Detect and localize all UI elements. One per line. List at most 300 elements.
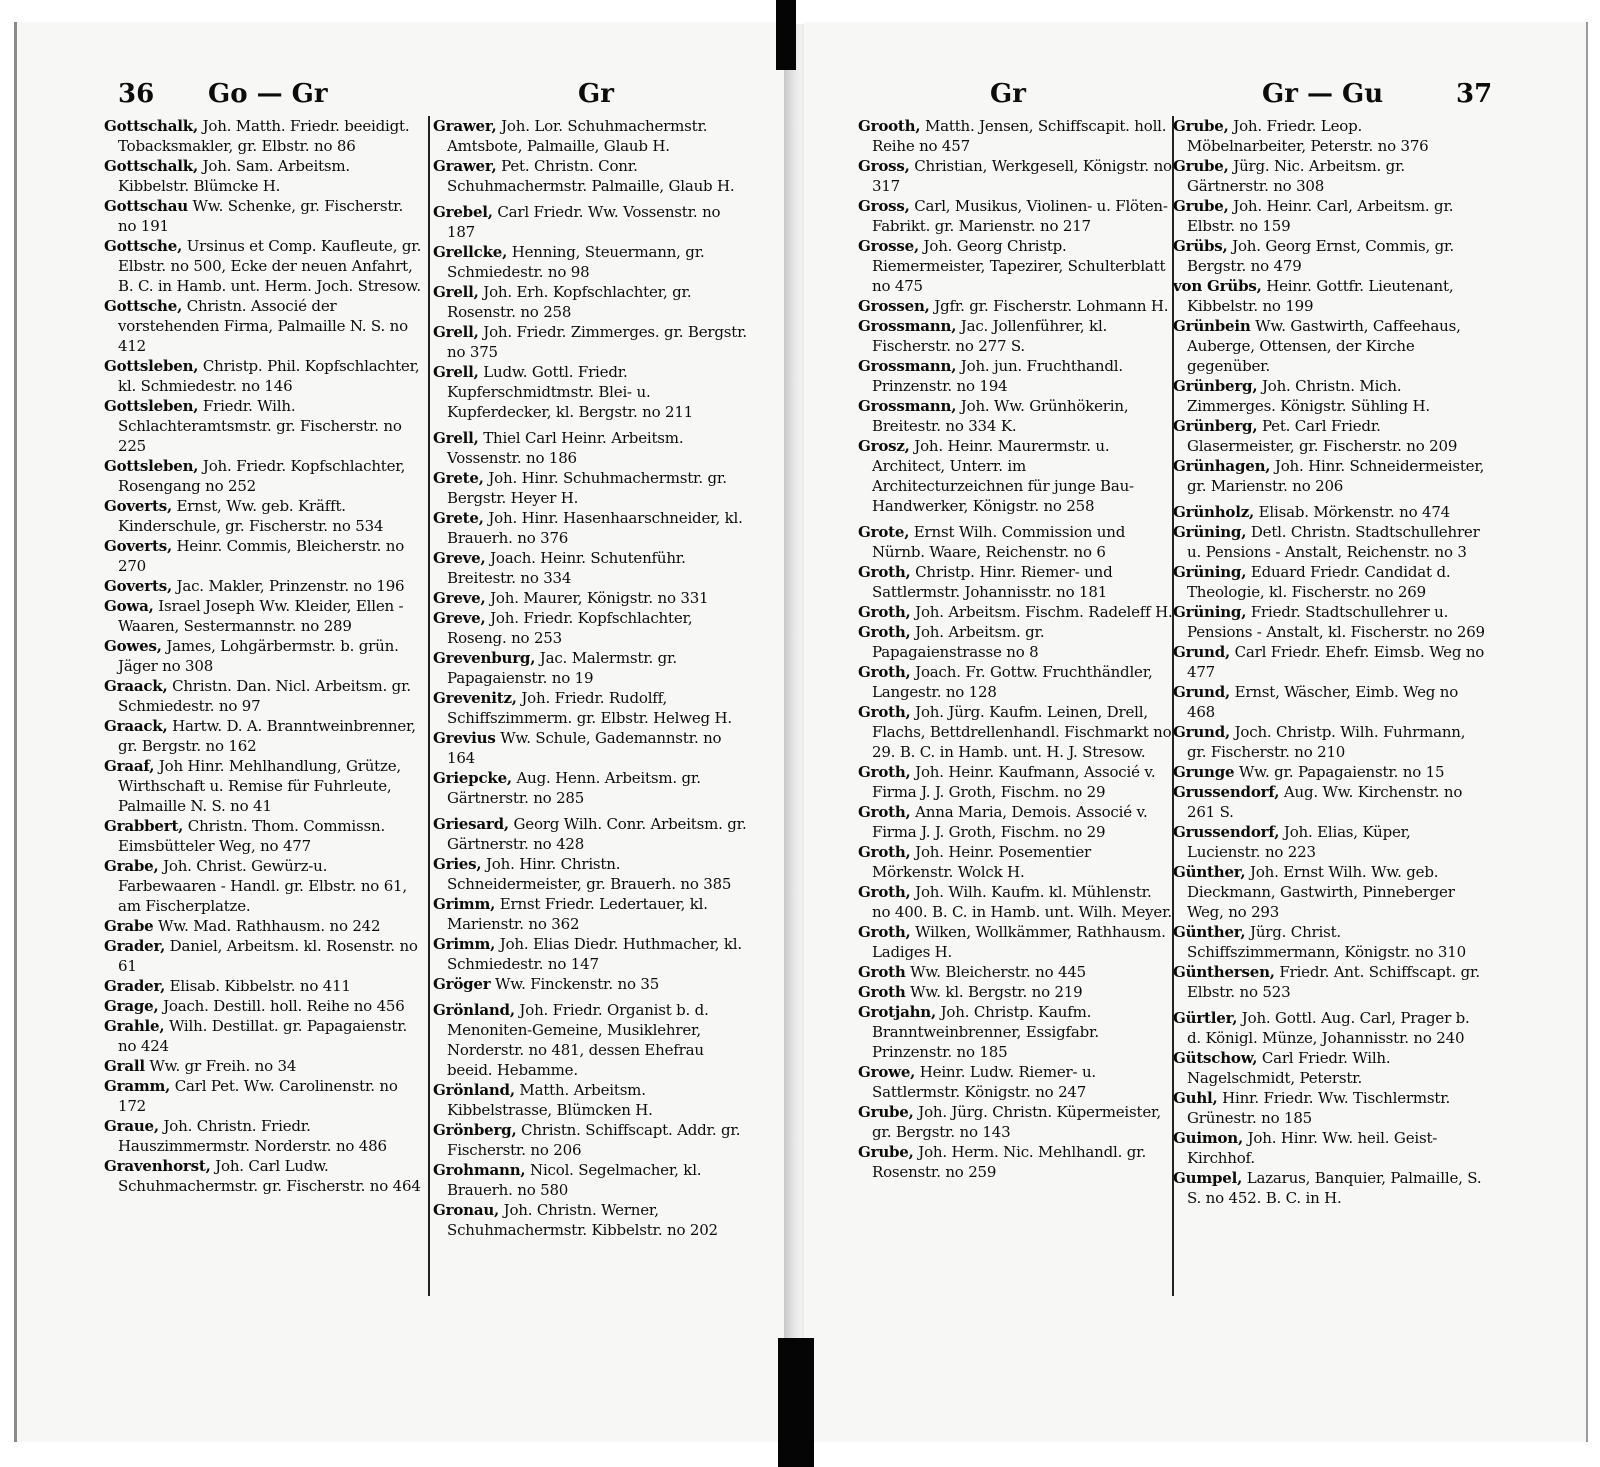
directory-entry <box>433 1160 751 1200</box>
entry-body <box>104 1116 424 1156</box>
directory-entry <box>858 842 1173 882</box>
directory-entry <box>1173 642 1485 682</box>
entry-body <box>1173 522 1485 562</box>
entry-surname: Grübs, <box>1173 237 1228 255</box>
directory-entry <box>433 728 751 768</box>
directory-entry <box>858 882 1173 922</box>
directory-entry <box>104 156 424 196</box>
entry-surname: Grimm, <box>433 935 496 953</box>
entry-details: Joh. Hinr. Ww. heil. Geist-Kirchhof. <box>1187 1129 1438 1167</box>
entry-details: Christp. Hinr. Riemer- und Sattlermstr. Johannisstr. no 181 <box>872 563 1113 601</box>
entry-body <box>433 974 751 994</box>
directory-entry <box>104 576 424 596</box>
entry-body <box>1173 602 1485 642</box>
entry-details: Elisab. Kibbelstr. no 411 <box>165 977 351 995</box>
entry-details: Joh. Friedr. Kopfschlachter, Roseng. no 253 <box>447 609 693 647</box>
entry-body <box>104 356 424 396</box>
directory-entry <box>104 816 424 856</box>
entry-body <box>858 316 1173 356</box>
entry-body <box>1173 922 1485 962</box>
entry-body <box>858 842 1173 882</box>
directory-entry <box>1173 722 1485 762</box>
entry-surname: Grünberg, <box>1173 417 1258 435</box>
directory-entry <box>1173 416 1485 456</box>
entry-surname: Griesard, <box>433 815 509 833</box>
entry-surname: Grimm, <box>433 895 496 913</box>
entry-body <box>1173 1168 1485 1208</box>
entry-body <box>433 428 751 468</box>
entry-surname: Grete, <box>433 469 484 487</box>
entry-body <box>433 854 751 894</box>
directory-entry <box>433 814 751 854</box>
directory-entry <box>104 536 424 576</box>
entry-body <box>433 322 751 362</box>
directory-entry <box>104 396 424 456</box>
directory-entry <box>433 1000 751 1080</box>
entry-details: Thiel Carl Heinr. Arbeitsm. Vossenstr. no 186 <box>447 429 684 467</box>
entry-surname: Grosz, <box>858 437 910 455</box>
directory-entry <box>858 662 1173 702</box>
entry-body <box>858 436 1173 516</box>
entry-body <box>104 636 424 676</box>
entry-surname: Groth, <box>858 563 911 581</box>
directory-entry <box>858 396 1173 436</box>
directory-entry <box>433 508 751 548</box>
entry-surname: Grevenburg, <box>433 649 536 667</box>
entry-details: Christian, Werkgesell, Königstr. no 317 <box>872 157 1172 195</box>
entry-surname: Gowes, <box>104 637 162 655</box>
entry-surname: Groth, <box>858 843 911 861</box>
entry-surname: Gottsche, <box>104 237 183 255</box>
entry-surname: Grünhagen, <box>1173 457 1271 475</box>
entry-body <box>104 236 424 296</box>
entry-details: Friedr. Ant. Schiffscapt. gr. Elbstr. no 523 <box>1187 963 1480 1001</box>
right-header-range: Gr — Gu <box>1262 79 1384 109</box>
entry-surname: Grabbert, <box>104 817 184 835</box>
entry-body <box>104 396 424 456</box>
entry-body <box>433 648 751 688</box>
entry-surname: Grevius <box>433 729 496 747</box>
entry-body <box>433 768 751 808</box>
entry-surname: Guhl, <box>1173 1089 1218 1107</box>
directory-entry <box>1173 822 1485 862</box>
entry-surname: Gottsleben, <box>104 357 199 375</box>
entry-surname: Grüning, <box>1173 563 1247 581</box>
entry-details: Joh. Ernst Wilh. Ww. geb. Dieckmann, Gastwirth, Pinneberger Weg, no 293 <box>1187 863 1455 921</box>
entry-body <box>1173 562 1485 602</box>
directory-entry <box>104 1116 424 1156</box>
directory-entry <box>858 962 1173 982</box>
entry-surname: Graack, <box>104 677 168 695</box>
entry-body <box>104 676 424 716</box>
left-header-range: Go — Gr <box>208 79 328 109</box>
entry-body <box>1173 456 1485 496</box>
directory-entry <box>858 622 1173 662</box>
directory-entry <box>104 716 424 756</box>
entry-details: Pet. Christn. Conr. Schuhmachermstr. Palmaille, Glaub H. <box>447 157 735 195</box>
entry-body <box>1173 1048 1485 1088</box>
directory-entry <box>433 428 751 468</box>
directory-entry <box>858 702 1173 762</box>
directory-entry <box>1173 782 1485 822</box>
directory-entry <box>1173 316 1485 376</box>
entry-details: Carl, Musikus, Violinen- u. Flöten-Fabrikt. gr. Marienstr. no 217 <box>872 197 1168 235</box>
entry-details: Ludw. Gottl. Friedr. Kupferschmidtmstr. Blei- u. Kupferdecker, kl. Bergstr. no 211 <box>447 363 694 421</box>
entry-body <box>433 282 751 322</box>
entry-body <box>858 562 1173 602</box>
entry-surname: Grosse, <box>858 237 919 255</box>
entry-body <box>1173 196 1485 236</box>
entry-details: Carl Friedr. Ehefr. Eimsb. Weg no 477 <box>1187 643 1485 681</box>
directory-entry <box>1173 562 1485 602</box>
entry-details: Nicol. Segelmacher, kl. Brauerh. no 580 <box>447 1161 702 1199</box>
entry-details: Joh. Christ. Gewürz-u. Farbewaaren - Handl. gr. Elbstr. no 61, am Fischerplatze. <box>118 857 407 915</box>
directory-entry <box>433 1200 751 1240</box>
directory-entry <box>858 296 1173 316</box>
entry-body <box>858 236 1173 296</box>
entry-surname: Grund, <box>1173 723 1231 741</box>
entry-body <box>104 936 424 976</box>
entry-details: Lazarus, Banquier, Palmaille, S. S. no 452. B. C. in H. <box>1187 1169 1482 1207</box>
entry-details: Heinr. Gottfr. Lieutenant, Kibbelstr. no 199 <box>1187 277 1454 315</box>
directory-entry <box>433 608 751 648</box>
directory-entry <box>858 562 1173 602</box>
directory-entry <box>433 1080 751 1120</box>
entry-details: Ww. Schule, Gademannstr. no 164 <box>447 729 722 767</box>
directory-entry <box>433 548 751 588</box>
directory-entry <box>1173 1008 1485 1048</box>
entry-body <box>858 602 1173 622</box>
entry-details: Wilken, Wollkämmer, Rathhausm. Ladiges H. <box>872 923 1166 961</box>
entry-surname: Grader, <box>104 977 166 995</box>
directory-entry <box>858 982 1173 1002</box>
entry-body <box>104 916 424 936</box>
directory-entry <box>1173 156 1485 196</box>
directory-entry <box>433 854 751 894</box>
directory-entry <box>433 242 751 282</box>
entry-body <box>433 934 751 974</box>
right-header-center: Gr <box>990 79 1026 109</box>
entry-details: Carl Friedr. Wilh. Nagelschmidt, Peterstr. <box>1187 1049 1391 1087</box>
directory-entry <box>104 1156 424 1196</box>
entry-surname: Grossen, <box>858 297 930 315</box>
entry-details: Hinr. Friedr. Ww. Tischlermstr. Grünestr. no 185 <box>1187 1089 1451 1127</box>
directory-entry <box>858 116 1173 156</box>
entry-body <box>1173 822 1485 862</box>
entry-body <box>1173 1088 1485 1128</box>
entry-details: Joh. Heinr. Maurermstr. u. Architect, Unterr. im Architecturzeichnen für junge Bau-Handwerker, Königstr. no 258 <box>872 437 1134 515</box>
entry-surname: Goverts, <box>104 497 172 515</box>
entry-body <box>858 762 1173 802</box>
entry-details: Heinr. Ludw. Riemer- u. Sattlermstr. Königstr. no 247 <box>872 1063 1096 1101</box>
directory-entry <box>433 588 751 608</box>
directory-entry <box>104 916 424 936</box>
entry-body <box>104 756 424 816</box>
entry-details: Anna Maria, Demois. Associé v. Firma J. J. Groth, Fischm. no 29 <box>872 803 1148 841</box>
directory-entry <box>858 356 1173 396</box>
entry-body <box>1173 862 1485 922</box>
right-page-column-1 <box>858 116 1173 1296</box>
entry-details: Joach. Fr. Gottw. Fruchthändler, Langestr. no 128 <box>872 663 1153 701</box>
directory-entry <box>104 636 424 676</box>
entry-details: Matth. Arbeitsm. Kibbelstrasse, Blümcken H. <box>447 1081 653 1119</box>
entry-details: Joh. Hinr. Christn. Schneidermeister, gr. Brauerh. no 385 <box>447 855 732 893</box>
entry-surname: Gottschau <box>104 197 188 215</box>
entry-details: Joh. Arbeitsm. gr. Papagaienstrasse no 8 <box>872 623 1045 661</box>
directory-entry <box>433 156 751 196</box>
entry-body <box>433 1200 751 1240</box>
entry-surname: Grebel, <box>433 203 493 221</box>
entry-details: Ww. gr. Papagaienstr. no 15 <box>1234 763 1445 781</box>
entry-body <box>858 622 1173 662</box>
entry-body <box>433 156 751 196</box>
entry-details: Joh. Friedr. Organist b. d. Menoniten-Gemeine, Musiklehrer, Norderstr. no 481, dessen Ehefrau beeid. Hebamme. <box>447 1001 709 1079</box>
entry-details: Joach. Heinr. Schutenführ. Breitestr. no 334 <box>447 549 686 587</box>
directory-entry <box>1173 456 1485 496</box>
entry-body <box>433 1000 751 1080</box>
entry-details: Christn. Schiffscapt. Addr. gr. Fischerstr. no 206 <box>447 1121 741 1159</box>
entry-surname: von Grübs, <box>1173 277 1262 295</box>
entry-body <box>858 1102 1173 1142</box>
entry-surname: Gröger <box>433 975 491 993</box>
entry-surname: Grund, <box>1173 683 1231 701</box>
entry-surname: Grote, <box>858 523 910 541</box>
entry-surname: Gürtler, <box>1173 1009 1238 1027</box>
entry-details: Christn. Associé der vorstehenden Firma, Palmaille N. S. no 412 <box>118 297 408 355</box>
entry-details: James, Lohgärbermstr. b. grün. Jäger no 308 <box>118 637 399 675</box>
entry-body <box>1173 1128 1485 1168</box>
entry-details: Joh. Georg Christp. Riemermeister, Tapezirer, Schulterblatt no 475 <box>872 237 1166 295</box>
directory-entry <box>433 322 751 362</box>
entry-surname: Groth, <box>858 663 911 681</box>
entry-body <box>858 802 1173 842</box>
entry-surname: Grell, <box>433 323 479 341</box>
left-page-column-1 <box>104 116 424 1296</box>
entry-details: Jac. Jollenführer, kl. Fischerstr. no 277 S. <box>872 317 1108 355</box>
entry-details: Joh. Lor. Schuhmachermstr. Amtsbote, Palmaille, Glaub H. <box>447 117 708 155</box>
entry-details: Joh. Christn. Mich. Zimmerges. Königstr. Sühling H. <box>1187 377 1430 415</box>
entry-body <box>858 1142 1173 1182</box>
entry-body <box>858 882 1173 922</box>
entry-surname: Grussendorf, <box>1173 783 1280 801</box>
entry-surname: Goverts, <box>104 537 172 555</box>
entry-details: Joh. Elias, Küper, Lucienstr. no 223 <box>1187 823 1411 861</box>
entry-body <box>104 1076 424 1116</box>
entry-details: Ernst Friedr. Ledertauer, kl. Marienstr. no 362 <box>447 895 708 933</box>
directory-entry <box>858 1142 1173 1182</box>
entry-surname: Gottsche, <box>104 297 183 315</box>
entry-body <box>104 536 424 576</box>
entry-body <box>104 296 424 356</box>
directory-entry <box>1173 502 1485 522</box>
entry-body <box>858 156 1173 196</box>
entry-details: Wilh. Destillat. gr. Papagaienstr. no 424 <box>118 1017 408 1055</box>
entry-body <box>1173 116 1485 156</box>
entry-details: Matth. Jensen, Schiffscapit. holl. Reihe no 457 <box>872 117 1167 155</box>
entry-surname: Goverts, <box>104 577 172 595</box>
entry-body <box>858 962 1173 982</box>
entry-details: Joh. Herm. Nic. Mehlhandl. gr. Rosenstr. no 259 <box>872 1143 1147 1181</box>
directory-entry <box>1173 602 1485 642</box>
entry-details: Ww. Bleicherstr. no 445 <box>905 963 1087 981</box>
entry-body <box>104 116 424 156</box>
entry-body <box>1173 236 1485 276</box>
entry-details: Aug. Ww. Kirchenstr. no 261 S. <box>1187 783 1463 821</box>
entry-surname: Greve, <box>433 609 486 627</box>
entry-details: Joh. Hinr. Hasenhaarschneider, kl. Brauerh. no 376 <box>447 509 743 547</box>
entry-body <box>433 728 751 768</box>
entry-details: Israel Joseph Ww. Kleider, Ellen - Waaren, Sestermannstr. no 289 <box>118 597 404 635</box>
directory-entry <box>1173 276 1485 316</box>
entry-details: Christp. Phil. Kopfschlachter, kl. Schmiedestr. no 146 <box>118 357 420 395</box>
entry-surname: Gross, <box>858 157 910 175</box>
entry-details: Joch. Christp. Wilh. Fuhrmann, gr. Fischerstr. no 210 <box>1187 723 1466 761</box>
entry-details: Joh. Christn. Werner, Schuhmachermstr. Kibbelstr. no 202 <box>447 1201 718 1239</box>
entry-details: Joh. Hinr. Schuhmachermstr. gr. Bergstr. Heyer H. <box>447 469 727 507</box>
entry-surname: Greve, <box>433 589 486 607</box>
entry-body <box>433 468 751 508</box>
entry-surname: Grünbein <box>1173 317 1251 335</box>
directory-entry <box>104 1076 424 1116</box>
entry-surname: Grawer, <box>433 117 497 135</box>
directory-entry <box>858 522 1173 562</box>
directory-entry <box>104 596 424 636</box>
entry-surname: Grönland, <box>433 1001 515 1019</box>
directory-entry <box>104 976 424 996</box>
entry-body <box>1173 416 1485 456</box>
entry-body <box>1173 722 1485 762</box>
entry-details: Friedr. Wilh. Schlachteramtsmstr. gr. Fischerstr. no 225 <box>118 397 402 455</box>
entry-surname: Gronau, <box>433 1201 500 1219</box>
entry-body <box>104 456 424 496</box>
entry-surname: Grube, <box>1173 117 1229 135</box>
entry-details: Ernst, Wäscher, Eimb. Weg no 468 <box>1187 683 1459 721</box>
entry-details: Carl Friedr. Ww. Vossenstr. no 187 <box>447 203 721 241</box>
entry-details: Joh. Matth. Friedr. beeidigt. Tobacksmakler, gr. Elbstr. no 86 <box>118 117 410 155</box>
entry-surname: Grussendorf, <box>1173 823 1280 841</box>
entry-surname: Grossmann, <box>858 317 957 335</box>
entry-body <box>858 196 1173 236</box>
entry-body <box>104 816 424 856</box>
entry-surname: Groth, <box>858 603 911 621</box>
directory-entry <box>433 202 751 242</box>
entry-body <box>104 996 424 1016</box>
entry-body <box>104 576 424 596</box>
directory-entry <box>433 934 751 974</box>
directory-entry <box>104 456 424 496</box>
entry-body <box>433 116 751 156</box>
entry-surname: Groth <box>858 963 906 981</box>
entry-details: Joh. Christp. Kaufm. Branntweinbrenner, Essigfabr. Prinzenstr. no 185 <box>872 1003 1099 1061</box>
entry-surname: Grossmann, <box>858 357 957 375</box>
entry-details: Christn. Thom. Commissn. Eimsbütteler Weg, no 477 <box>118 817 386 855</box>
entry-body <box>433 242 751 282</box>
directory-entry <box>104 196 424 236</box>
directory-entry <box>433 648 751 688</box>
entry-details: Detl. Christn. Stadtschullehrer u. Pensions - Anstalt, Reichenstr. no 3 <box>1187 523 1480 561</box>
entry-details: Friedr. Stadtschullehrer u. Pensions - Anstalt, kl. Fischerstr. no 269 <box>1187 603 1485 641</box>
directory-entry <box>433 894 751 934</box>
entry-details: Joh. Jürg. Christn. Küpermeister, gr. Bergstr. no 143 <box>872 1103 1161 1141</box>
entry-details: Ww. Finckenstr. no 35 <box>490 975 660 993</box>
entry-surname: Grevenitz, <box>433 689 517 707</box>
directory-entry <box>433 688 751 728</box>
entry-body <box>858 296 1173 316</box>
entry-details: Elisab. Mörkenstr. no 474 <box>1254 503 1451 521</box>
entry-details: Joh. Hinr. Schneidermeister, gr. Marienstr. no 206 <box>1187 457 1485 495</box>
entry-details: Jürg. Nic. Arbeitsm. gr. Gärtnerstr. no 308 <box>1187 157 1405 195</box>
entry-surname: Graue, <box>104 1117 159 1135</box>
entry-body <box>104 856 424 916</box>
directory-entry <box>104 936 424 976</box>
entry-surname: Grell, <box>433 429 479 447</box>
directory-entry <box>104 1056 424 1076</box>
directory-entry <box>858 316 1173 356</box>
entry-body <box>1173 762 1485 782</box>
entry-details: Joach. Destill. holl. Reihe no 456 <box>158 997 405 1015</box>
entry-surname: Grellcke, <box>433 243 508 261</box>
entry-details: Joh. Sam. Arbeitsm. Kibbelstr. Blümcke H. <box>118 157 350 195</box>
entry-body <box>858 522 1173 562</box>
entry-surname: Grünberg, <box>1173 377 1258 395</box>
entry-body <box>104 156 424 196</box>
entry-body <box>1173 156 1485 196</box>
entry-surname: Grage, <box>104 997 159 1015</box>
entry-surname: Gottschalk, <box>104 157 198 175</box>
entry-body <box>104 596 424 636</box>
entry-details: Jgfr. gr. Fischerstr. Lohmann H. <box>929 297 1169 315</box>
entry-details: Joh. Ww. Grünhökerin, Breitestr. no 334 K. <box>872 397 1129 435</box>
entry-details: Jac. Malermstr. gr. Papagaienstr. no 19 <box>447 649 677 687</box>
entry-body <box>104 496 424 536</box>
entry-surname: Grube, <box>1173 157 1229 175</box>
entry-details: Joh. Erh. Kopfschlachter, gr. Rosenstr. no 258 <box>447 283 692 321</box>
entry-body <box>433 202 751 242</box>
directory-entry <box>433 974 751 994</box>
entry-surname: Grahle, <box>104 1017 165 1035</box>
entry-details: Joh. Christn. Friedr. Hauszimmermstr. Norderstr. no 486 <box>118 1117 387 1155</box>
entry-surname: Groth, <box>858 923 911 941</box>
directory-entry <box>858 922 1173 962</box>
entry-details: Heinr. Commis, Bleicherstr. no 270 <box>118 537 405 575</box>
entry-surname: Grohmann, <box>433 1161 526 1179</box>
entry-surname: Günther, <box>1173 863 1246 881</box>
entry-surname: Graack, <box>104 717 168 735</box>
entry-details: Joh. Heinr. Carl, Arbeitsm. gr. Elbstr. no 159 <box>1187 197 1454 235</box>
directory-entry <box>104 1016 424 1056</box>
entry-surname: Growe, <box>858 1063 916 1081</box>
directory-entry <box>1173 862 1485 922</box>
right-page-column-2 <box>1173 116 1485 1296</box>
directory-entry <box>104 236 424 296</box>
entry-body <box>433 588 751 608</box>
entry-details: Joh. Elias Diedr. Huthmacher, kl. Schmiedestr. no 147 <box>447 935 742 973</box>
directory-entry <box>433 468 751 508</box>
entry-surname: Grader, <box>104 937 166 955</box>
entry-body <box>858 982 1173 1002</box>
entry-surname: Griepcke, <box>433 769 512 787</box>
directory-entry <box>858 236 1173 296</box>
entry-body <box>858 116 1173 156</box>
entry-surname: Grönberg, <box>433 1121 517 1139</box>
entry-body <box>858 356 1173 396</box>
entry-body <box>104 1056 424 1076</box>
directory-entry <box>858 436 1173 516</box>
directory-entry <box>1173 1088 1485 1128</box>
entry-body <box>104 196 424 236</box>
entry-details: Joh. Arbeitsm. Fischm. Radeleff H. <box>910 603 1173 621</box>
entry-body <box>433 894 751 934</box>
